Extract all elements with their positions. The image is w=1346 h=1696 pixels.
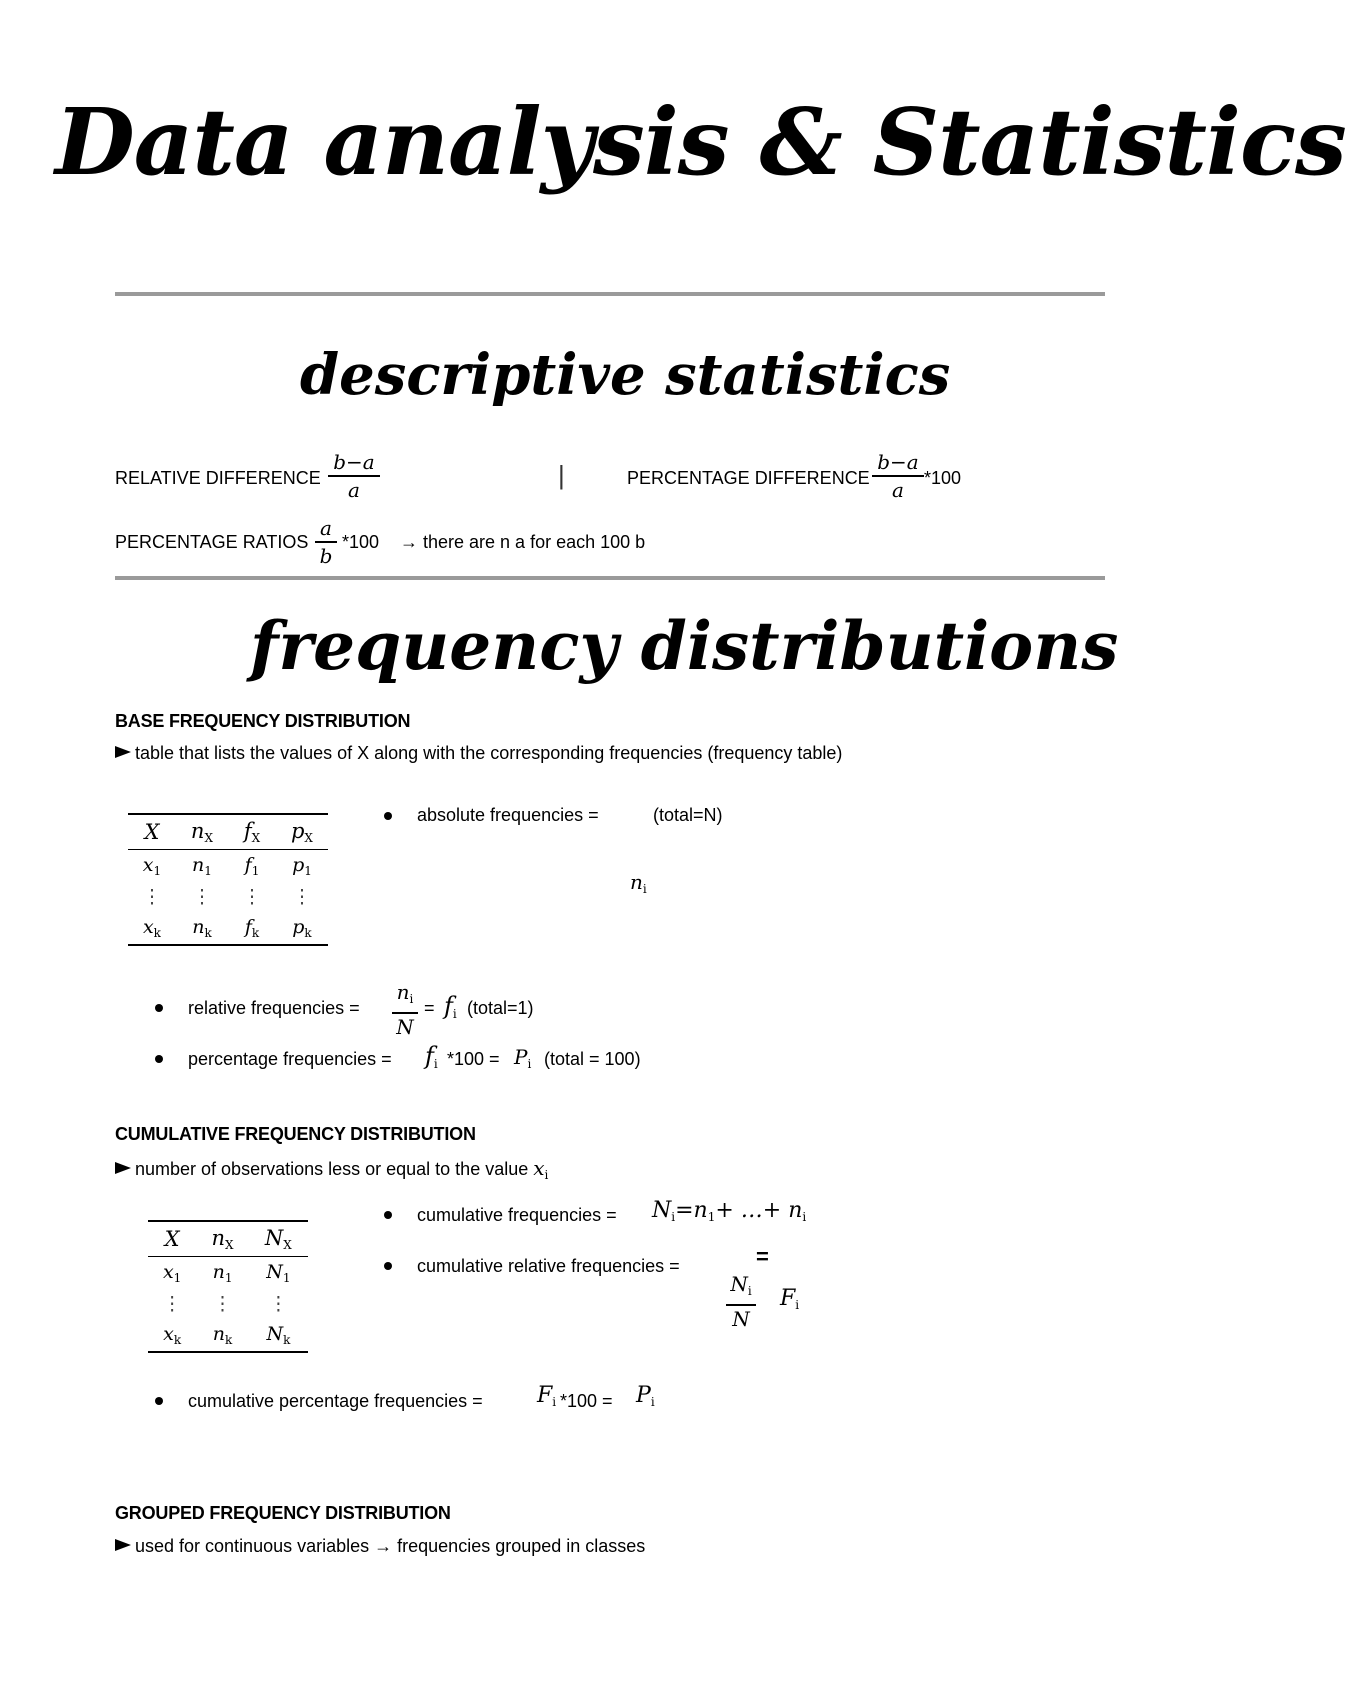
- percentage-ratios-fraction: [315, 516, 337, 568]
- cumulative-percentage-P-symbol: $P_i$: [636, 1383, 655, 1409]
- percentage-difference-label: PERCENTAGE DIFFERENCE: [627, 468, 870, 488]
- equals-sign: =: [424, 998, 435, 1018]
- relative-difference-label: RELATIVE DIFFERENCE: [115, 468, 321, 488]
- table-row: $x_k$ $n_k$ $f_k$ $p_k$: [128, 912, 328, 945]
- bullet-icon: [155, 1055, 163, 1063]
- times-100: *100: [924, 468, 962, 488]
- table-row: ⋮ ⋮ ⋮ ⋮: [142, 886, 312, 908]
- cumulative-frequencies-label: cumulative frequencies =: [417, 1205, 617, 1225]
- relative-frequency-symbol: $f_i$: [444, 992, 457, 1021]
- base-frequency-description: [115, 743, 842, 764]
- bullet-icon: [155, 1397, 163, 1405]
- grouped-frequency-heading: GROUPED FREQUENCY DISTRIBUTION: [115, 1503, 451, 1523]
- fraction-denominator: N: [732, 1306, 750, 1331]
- times-100: *100: [342, 532, 380, 552]
- table-header: $n_X$: [196, 1221, 249, 1257]
- description-text: table that lists the values of X along with the corresponding frequencies (frequency table): [135, 743, 843, 763]
- fraction-numerator: a: [320, 516, 332, 540]
- fraction-numerator: $n_i$: [396, 980, 414, 1006]
- fraction-numerator: b−a: [333, 450, 375, 474]
- bullet-icon: [384, 1262, 392, 1270]
- base-frequency-heading: BASE FREQUENCY DISTRIBUTION: [115, 711, 411, 731]
- percentage-frequencies-label: percentage frequencies =: [188, 1049, 392, 1069]
- grouped-frequency-description: [115, 1536, 645, 1557]
- page-title: Data analysis & Statistics: [55, 88, 1346, 196]
- fraction-numerator: b−a: [877, 450, 919, 474]
- table-row: $x_1$ $n_1$ $f_1$ $p_1$: [142, 854, 312, 878]
- cumulative-percentage-frequencies-label: cumulative percentage frequencies =: [188, 1391, 483, 1411]
- relative-frequencies-total: (total=1): [467, 998, 534, 1018]
- cumulative-frequency-heading: CUMULATIVE FREQUENCY DISTRIBUTION: [115, 1124, 476, 1144]
- fraction-denominator: b: [319, 543, 333, 568]
- bullet-icon: [384, 1211, 392, 1219]
- description-variable: $x_i$: [533, 1156, 549, 1182]
- fraction-bar: [328, 475, 380, 477]
- bullet-icon: [384, 812, 392, 820]
- percentage-frequency-p-symbol: $P_i$: [514, 1045, 532, 1071]
- percentage-frequencies-mid: *100 =: [447, 1049, 500, 1069]
- description-text: number of observations less or equal to the value: [135, 1159, 529, 1179]
- table-header: X: [128, 814, 176, 850]
- percentage-frequencies-total: (total = 100): [544, 1049, 641, 1069]
- percentage-ratios-label: PERCENTAGE RATIOS: [115, 532, 309, 552]
- fraction-bar: [872, 475, 924, 477]
- relative-frequencies-label: relative frequencies =: [188, 998, 360, 1018]
- pointer-arrow-icon: [115, 1162, 131, 1174]
- cumulative-percentage-mid: *100 =: [560, 1391, 613, 1411]
- cumulative-frequency-table: [148, 1220, 308, 1353]
- relative-difference-fraction: [328, 450, 380, 502]
- divider: [115, 292, 1105, 296]
- cumulative-frequency-description: [115, 1156, 548, 1182]
- absolute-frequencies-total: (total=N): [653, 805, 723, 825]
- description-text: used for continuous variables → frequencies grouped in classes: [135, 1536, 646, 1556]
- bullet-icon: [155, 1004, 163, 1012]
- cumulative-relative-fraction: [726, 1272, 756, 1331]
- cumulative-relative-F-symbol: $F_i$: [780, 1286, 800, 1312]
- equals-sign: =: [756, 1244, 769, 1269]
- fraction-denominator: a: [892, 477, 904, 502]
- base-frequency-table: [128, 813, 328, 946]
- absolute-frequencies-label: absolute frequencies =: [417, 805, 599, 825]
- column-separator: |: [558, 460, 565, 490]
- fraction-bar: [392, 1012, 418, 1014]
- absolute-frequencies-symbol: $n_i$: [630, 870, 647, 896]
- percentage-frequency-f-symbol: $f_i$: [425, 1042, 438, 1071]
- fraction-bar: [726, 1304, 756, 1306]
- percentage-ratios-note: → there are n a for each 100 b: [400, 532, 646, 552]
- table-header: $n_X$: [176, 814, 228, 850]
- percentage-difference-fraction: [872, 450, 924, 502]
- table-header: X: [148, 1221, 196, 1257]
- relative-frequencies-fraction: [392, 980, 418, 1039]
- pointer-arrow-icon: [115, 746, 131, 758]
- section-heading-frequency: frequency distributions: [250, 607, 1119, 685]
- table-row: $x_1$ $n_1$ $N_1$: [162, 1261, 291, 1285]
- section-heading-descriptive: descriptive statistics: [300, 342, 951, 408]
- fraction-denominator: N: [396, 1014, 414, 1039]
- cumulative-percentage-F-symbol: $F_i$: [537, 1383, 557, 1409]
- table-header: $f_X$: [228, 814, 276, 850]
- cumulative-relative-frequencies-label: cumulative relative frequencies =: [417, 1256, 680, 1276]
- table-row: $x_k$ $n_k$ $N_k$: [148, 1319, 308, 1352]
- divider: [115, 576, 1105, 580]
- table-header: $p_X$: [276, 814, 328, 850]
- table-header: $N_X$: [249, 1221, 308, 1257]
- pointer-arrow-icon: [115, 1539, 131, 1551]
- fraction-denominator: a: [348, 477, 360, 502]
- table-row: ⋮ ⋮ ⋮: [162, 1293, 288, 1315]
- fraction-bar: [315, 541, 337, 543]
- cumulative-frequencies-formula: $N_i=n_1+$ …+ $n_i$: [652, 1198, 807, 1224]
- fraction-numerator: $N_i$: [730, 1272, 752, 1298]
